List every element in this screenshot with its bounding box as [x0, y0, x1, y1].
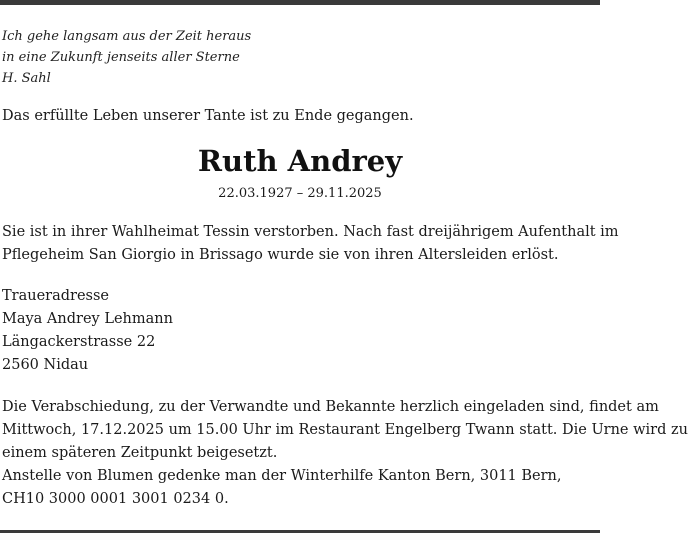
mourning-address-label: Traueradresse	[2, 288, 110, 304]
death-paragraph	[2, 221, 619, 267]
deceased-name: Ruth Andrey	[197, 144, 403, 178]
farewell-line-5: CH10 3000 0001 3001 0234 0.	[2, 491, 229, 507]
farewell-line-1: Die Verabschiedung, zu der Verwandte und Bekannte herzlich eingeladen sind, findet am	[2, 399, 659, 415]
motto-quote	[2, 26, 251, 89]
intro-sentence: Das erfüllte Leben unserer Tante ist zu Ende gegangen.	[2, 108, 414, 124]
farewell-line-2: Mittwoch, 17.12.2025 um 15.00 Uhr im Restaurant Engelberg Twann statt. Die Urne wird zu	[2, 422, 688, 438]
mourning-address-city: 2560 Nidau	[2, 357, 89, 373]
farewell-line-4: Anstelle von Blumen gedenke man der Winterhilfe Kanton Bern, 3011 Bern,	[2, 468, 562, 484]
mourning-address-name: Maya Andrey Lehmann	[2, 311, 173, 327]
farewell-paragraph	[2, 396, 688, 511]
motto-line-1: Ich gehe langsam aus der Zeit heraus	[2, 29, 252, 44]
death-line-1: Sie ist in ihrer Wahlheimat Tessin verstorben. Nach fast dreijährigem Aufenthalt im	[2, 224, 619, 240]
motto-line-2: in eine Zukunft jenseits aller Sterne	[2, 50, 240, 65]
life-dates: 22.03.1927 – 29.11.2025	[218, 186, 382, 201]
death-line-2: Pflegeheim San Giorgio in Brissago wurde sie von ihren Altersleiden erlöst.	[2, 247, 559, 263]
farewell-line-3: einem späteren Zeitpunkt beigesetzt.	[2, 445, 278, 461]
motto-author: H. Sahl	[2, 71, 51, 86]
mourning-address-street: Längackerstrasse 22	[2, 334, 156, 350]
mourning-address	[2, 285, 598, 377]
